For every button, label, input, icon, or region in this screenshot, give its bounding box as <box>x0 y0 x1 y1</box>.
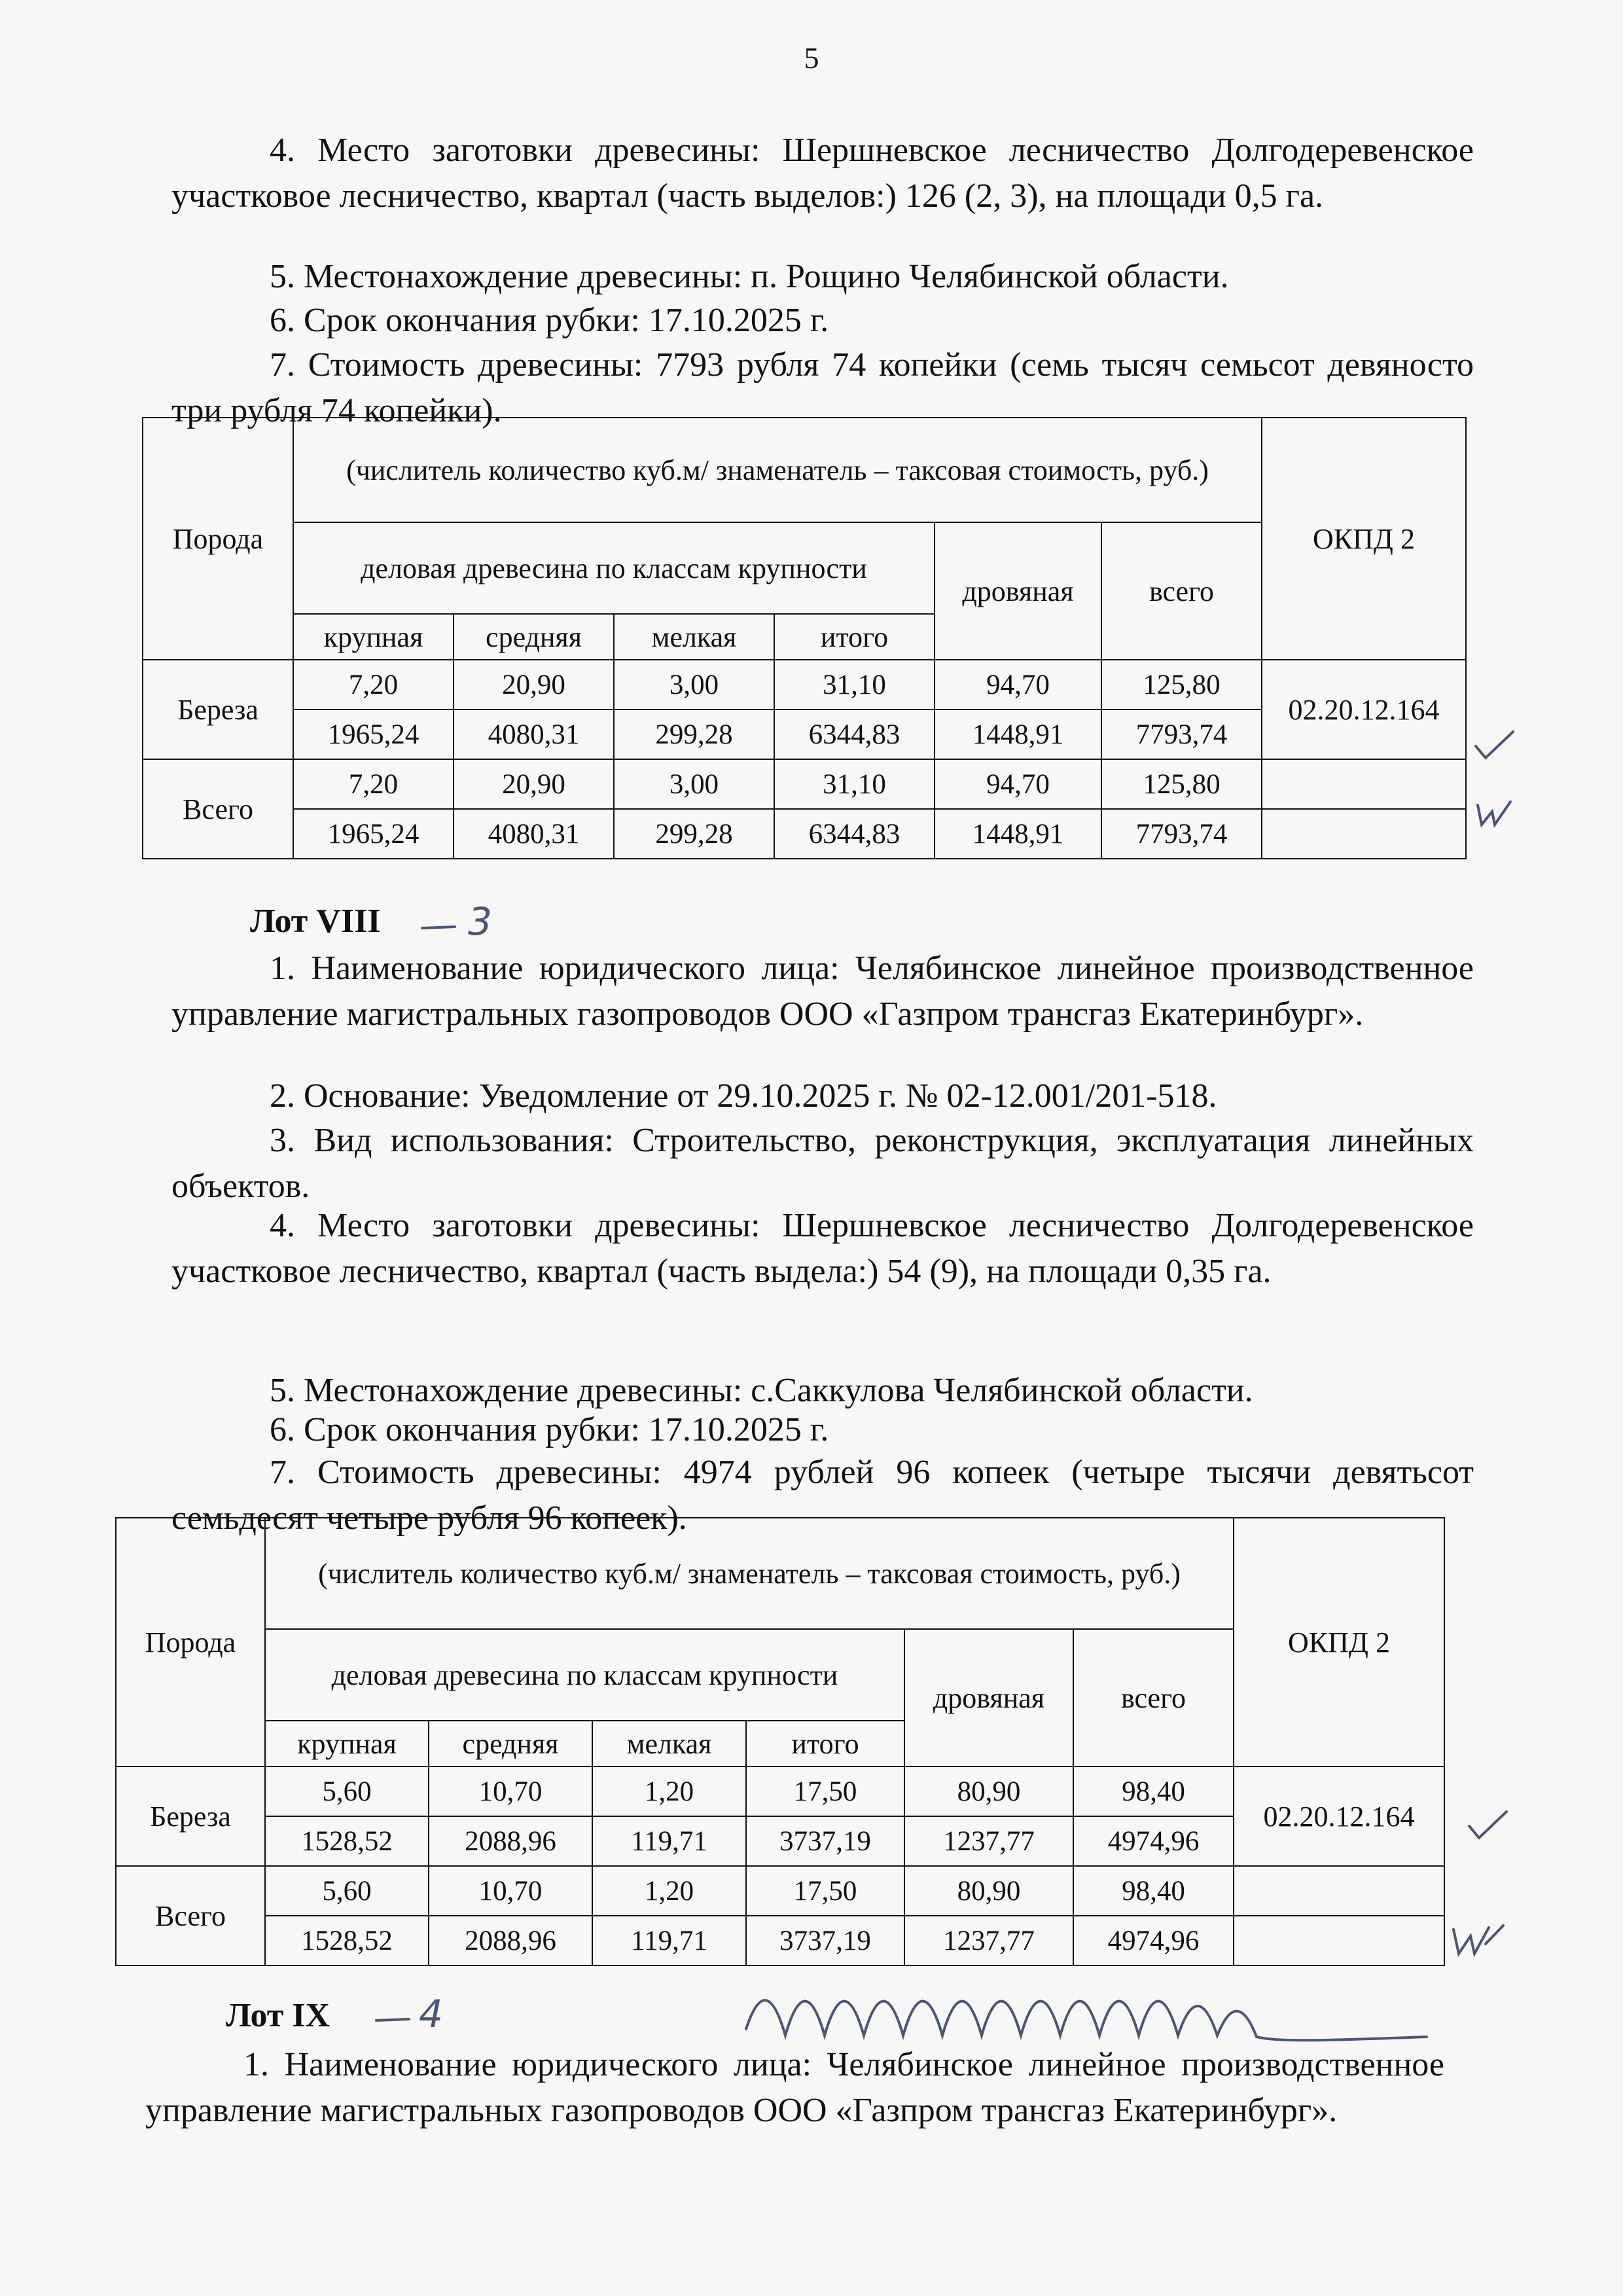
okpd-code: 02.20.12.164 <box>1234 1767 1444 1866</box>
volume-cell: 31,10 <box>774 759 935 809</box>
paragraph-felling-deadline-8: 6. Срок окончания рубки: 17.10.2025 г. <box>270 1411 829 1448</box>
small-header: мелкая <box>614 614 774 660</box>
small-header: мелкая <box>592 1721 746 1767</box>
table-row <box>116 1916 1444 1965</box>
volume-cell: 17,50 <box>746 1866 904 1916</box>
volume-cell: 1,20 <box>592 1866 746 1916</box>
timber-table-2 <box>115 1517 1445 1966</box>
signature-scribble <box>733 1964 1440 2062</box>
species-name: Всего <box>143 759 293 859</box>
volume-cell: 98,40 <box>1073 1767 1234 1816</box>
paragraph-felling-place-8: 4. Место заготовки древесины: Шершневское лесничество Долгодеревенское участковое лесничество, квартал (часть выдела:) 54 (9), на площади 0,35 га. <box>171 1207 1474 1290</box>
lot-9-heading: Лот IX <box>226 1997 330 2034</box>
paragraph-legal-entity-9: 1. Наименование юридического лица: Челябинское линейное производственное управление магистральных газопроводов ООО «Газпром трансгаз Екатеринбург». <box>145 2046 1444 2129</box>
volume-cell: 80,90 <box>904 1866 1073 1916</box>
table-row <box>143 759 1466 809</box>
species-name: Всего <box>116 1866 265 1965</box>
okpd-header: ОКПД 2 <box>1234 1518 1444 1767</box>
okpd-header: ОКПД 2 <box>1262 418 1466 660</box>
paragraph-felling-place-1: 4. Место заготовки древесины: Шершневское лесничество Долгодеревенское участковое лесничество, квартал (часть выделов:) 126 (2, 3), на площади 0,5 га. <box>171 132 1474 215</box>
paragraph-wood-cost-8: 7. Стоимость древесины: 4974 рублей 96 копеек (четыре тысячи девятьсот семьдесят четыре рубля 96 копеек). <box>171 1454 1474 1537</box>
paragraph-wood-location-8: 5. Местонахождение древесины: с.Саккулова Челябинской области. <box>270 1372 1253 1409</box>
check-mark-icon <box>1472 726 1518 766</box>
okpd-empty <box>1262 809 1466 859</box>
lot-8-heading: Лот VIII <box>250 903 381 940</box>
okpd-empty <box>1262 759 1466 809</box>
volume-cell: 31,10 <box>774 660 935 709</box>
total-header: всего <box>1101 522 1262 660</box>
subtotal-header: итого <box>746 1721 904 1767</box>
volume-cell: 10,70 <box>429 1866 592 1916</box>
cost-cell: 4974,96 <box>1073 1916 1234 1965</box>
cost-cell: 119,71 <box>592 1816 746 1866</box>
initial-mark-icon <box>1472 795 1518 834</box>
volume-cell: 10,70 <box>429 1767 592 1816</box>
large-header: крупная <box>265 1721 429 1767</box>
total-header: всего <box>1073 1629 1234 1767</box>
volume-cell: 94,70 <box>935 759 1101 809</box>
cost-cell: 1528,52 <box>265 1816 429 1866</box>
subtotal-header: итого <box>774 614 935 660</box>
cost-cell: 6344,83 <box>774 809 935 859</box>
paragraph-wood-location-1: 5. Местонахождение древесины: п. Рощино Челябинской области. <box>270 258 1229 295</box>
volume-cell: 5,60 <box>265 1866 429 1916</box>
okpd-empty <box>1234 1916 1444 1965</box>
volume-cell: 3,00 <box>614 660 774 709</box>
timber-table-1 <box>142 417 1467 859</box>
volume-cell: 125,80 <box>1101 660 1262 709</box>
okpd-empty <box>1234 1866 1444 1916</box>
okpd-code: 02.20.12.164 <box>1262 660 1466 759</box>
volume-cell: 125,80 <box>1101 759 1262 809</box>
initial-mark-icon <box>1450 1918 1508 1964</box>
volume-cell: 3,00 <box>614 759 774 809</box>
cost-cell: 3737,19 <box>746 1916 904 1965</box>
cost-cell: 299,28 <box>614 709 774 759</box>
measure-header: (числитель количество куб.м/ знаменатель – таксовая стоимость, руб.) <box>265 1518 1234 1629</box>
check-mark-icon <box>1466 1806 1512 1846</box>
cost-cell: 1965,24 <box>293 809 454 859</box>
species-name: Береза <box>116 1767 265 1866</box>
cost-cell: 119,71 <box>592 1916 746 1965</box>
cost-cell: 1448,91 <box>935 809 1101 859</box>
business-wood-header: деловая древесина по классам крупности <box>265 1629 904 1721</box>
table-row <box>143 809 1466 859</box>
business-wood-header: деловая древесина по классам крупности <box>293 522 935 614</box>
cost-cell: 4080,31 <box>454 809 614 859</box>
cost-cell: 2088,96 <box>429 1916 592 1965</box>
handwritten-number-4: 4 <box>419 1992 443 2036</box>
cost-cell: 299,28 <box>614 809 774 859</box>
species-header: Порода <box>116 1518 265 1767</box>
table-row <box>143 660 1466 709</box>
cost-cell: 1237,77 <box>904 1816 1073 1866</box>
large-header: крупная <box>293 614 454 660</box>
handwritten-dash-4 <box>373 1986 458 2039</box>
paragraph-wood-cost-1: 7. Стоимость древесины: 7793 рубля 74 копейки (семь тысяч семьсот девяносто три рубля 74 копейки). <box>171 346 1474 429</box>
volume-cell: 5,60 <box>265 1767 429 1816</box>
volume-cell: 20,90 <box>454 660 614 709</box>
cost-cell: 1448,91 <box>935 709 1101 759</box>
paragraph-basis-8: 2. Основание: Уведомление от 29.10.2025 г. № 02-12.001/201-518. <box>270 1077 1217 1115</box>
cost-cell: 1528,52 <box>265 1916 429 1965</box>
paragraph-felling-deadline-1: 6. Срок окончания рубки: 17.10.2025 г. <box>270 302 829 339</box>
cost-cell: 1965,24 <box>293 709 454 759</box>
cost-cell: 4080,31 <box>454 709 614 759</box>
table-row <box>116 1866 1444 1916</box>
table-row <box>116 1767 1444 1816</box>
firewood-header: дровяная <box>935 522 1101 660</box>
cost-cell: 7793,74 <box>1101 809 1262 859</box>
measure-header: (числитель количество куб.м/ знаменатель – таксовая стоимость, руб.) <box>293 418 1262 522</box>
handwritten-dash-3 <box>419 897 510 949</box>
volume-cell: 7,20 <box>293 660 454 709</box>
handwritten-number-3: 3 <box>468 899 492 944</box>
page-number: 5 <box>804 41 819 75</box>
volume-cell: 94,70 <box>935 660 1101 709</box>
paragraph-legal-entity-8: 1. Наименование юридического лица: Челябинское линейное производственное управление магистральных газопроводов ООО «Газпром трансгаз Екатеринбург». <box>171 950 1474 1033</box>
medium-header: средняя <box>454 614 614 660</box>
volume-cell: 1,20 <box>592 1767 746 1816</box>
volume-cell: 98,40 <box>1073 1866 1234 1916</box>
cost-cell: 7793,74 <box>1101 709 1262 759</box>
volume-cell: 17,50 <box>746 1767 904 1816</box>
cost-cell: 4974,96 <box>1073 1816 1234 1866</box>
volume-cell: 20,90 <box>454 759 614 809</box>
species-name: Береза <box>143 660 293 759</box>
volume-cell: 7,20 <box>293 759 454 809</box>
firewood-header: дровяная <box>904 1629 1073 1767</box>
cost-cell: 1237,77 <box>904 1916 1073 1965</box>
cost-cell: 6344,83 <box>774 709 935 759</box>
species-header: Порода <box>143 418 293 660</box>
cost-cell: 2088,96 <box>429 1816 592 1866</box>
paragraph-usage-8: 3. Вид использования: Строительство, реконструкция, эксплуатация линейных объектов. <box>171 1122 1474 1205</box>
cost-cell: 3737,19 <box>746 1816 904 1866</box>
volume-cell: 80,90 <box>904 1767 1073 1816</box>
medium-header: средняя <box>429 1721 592 1767</box>
